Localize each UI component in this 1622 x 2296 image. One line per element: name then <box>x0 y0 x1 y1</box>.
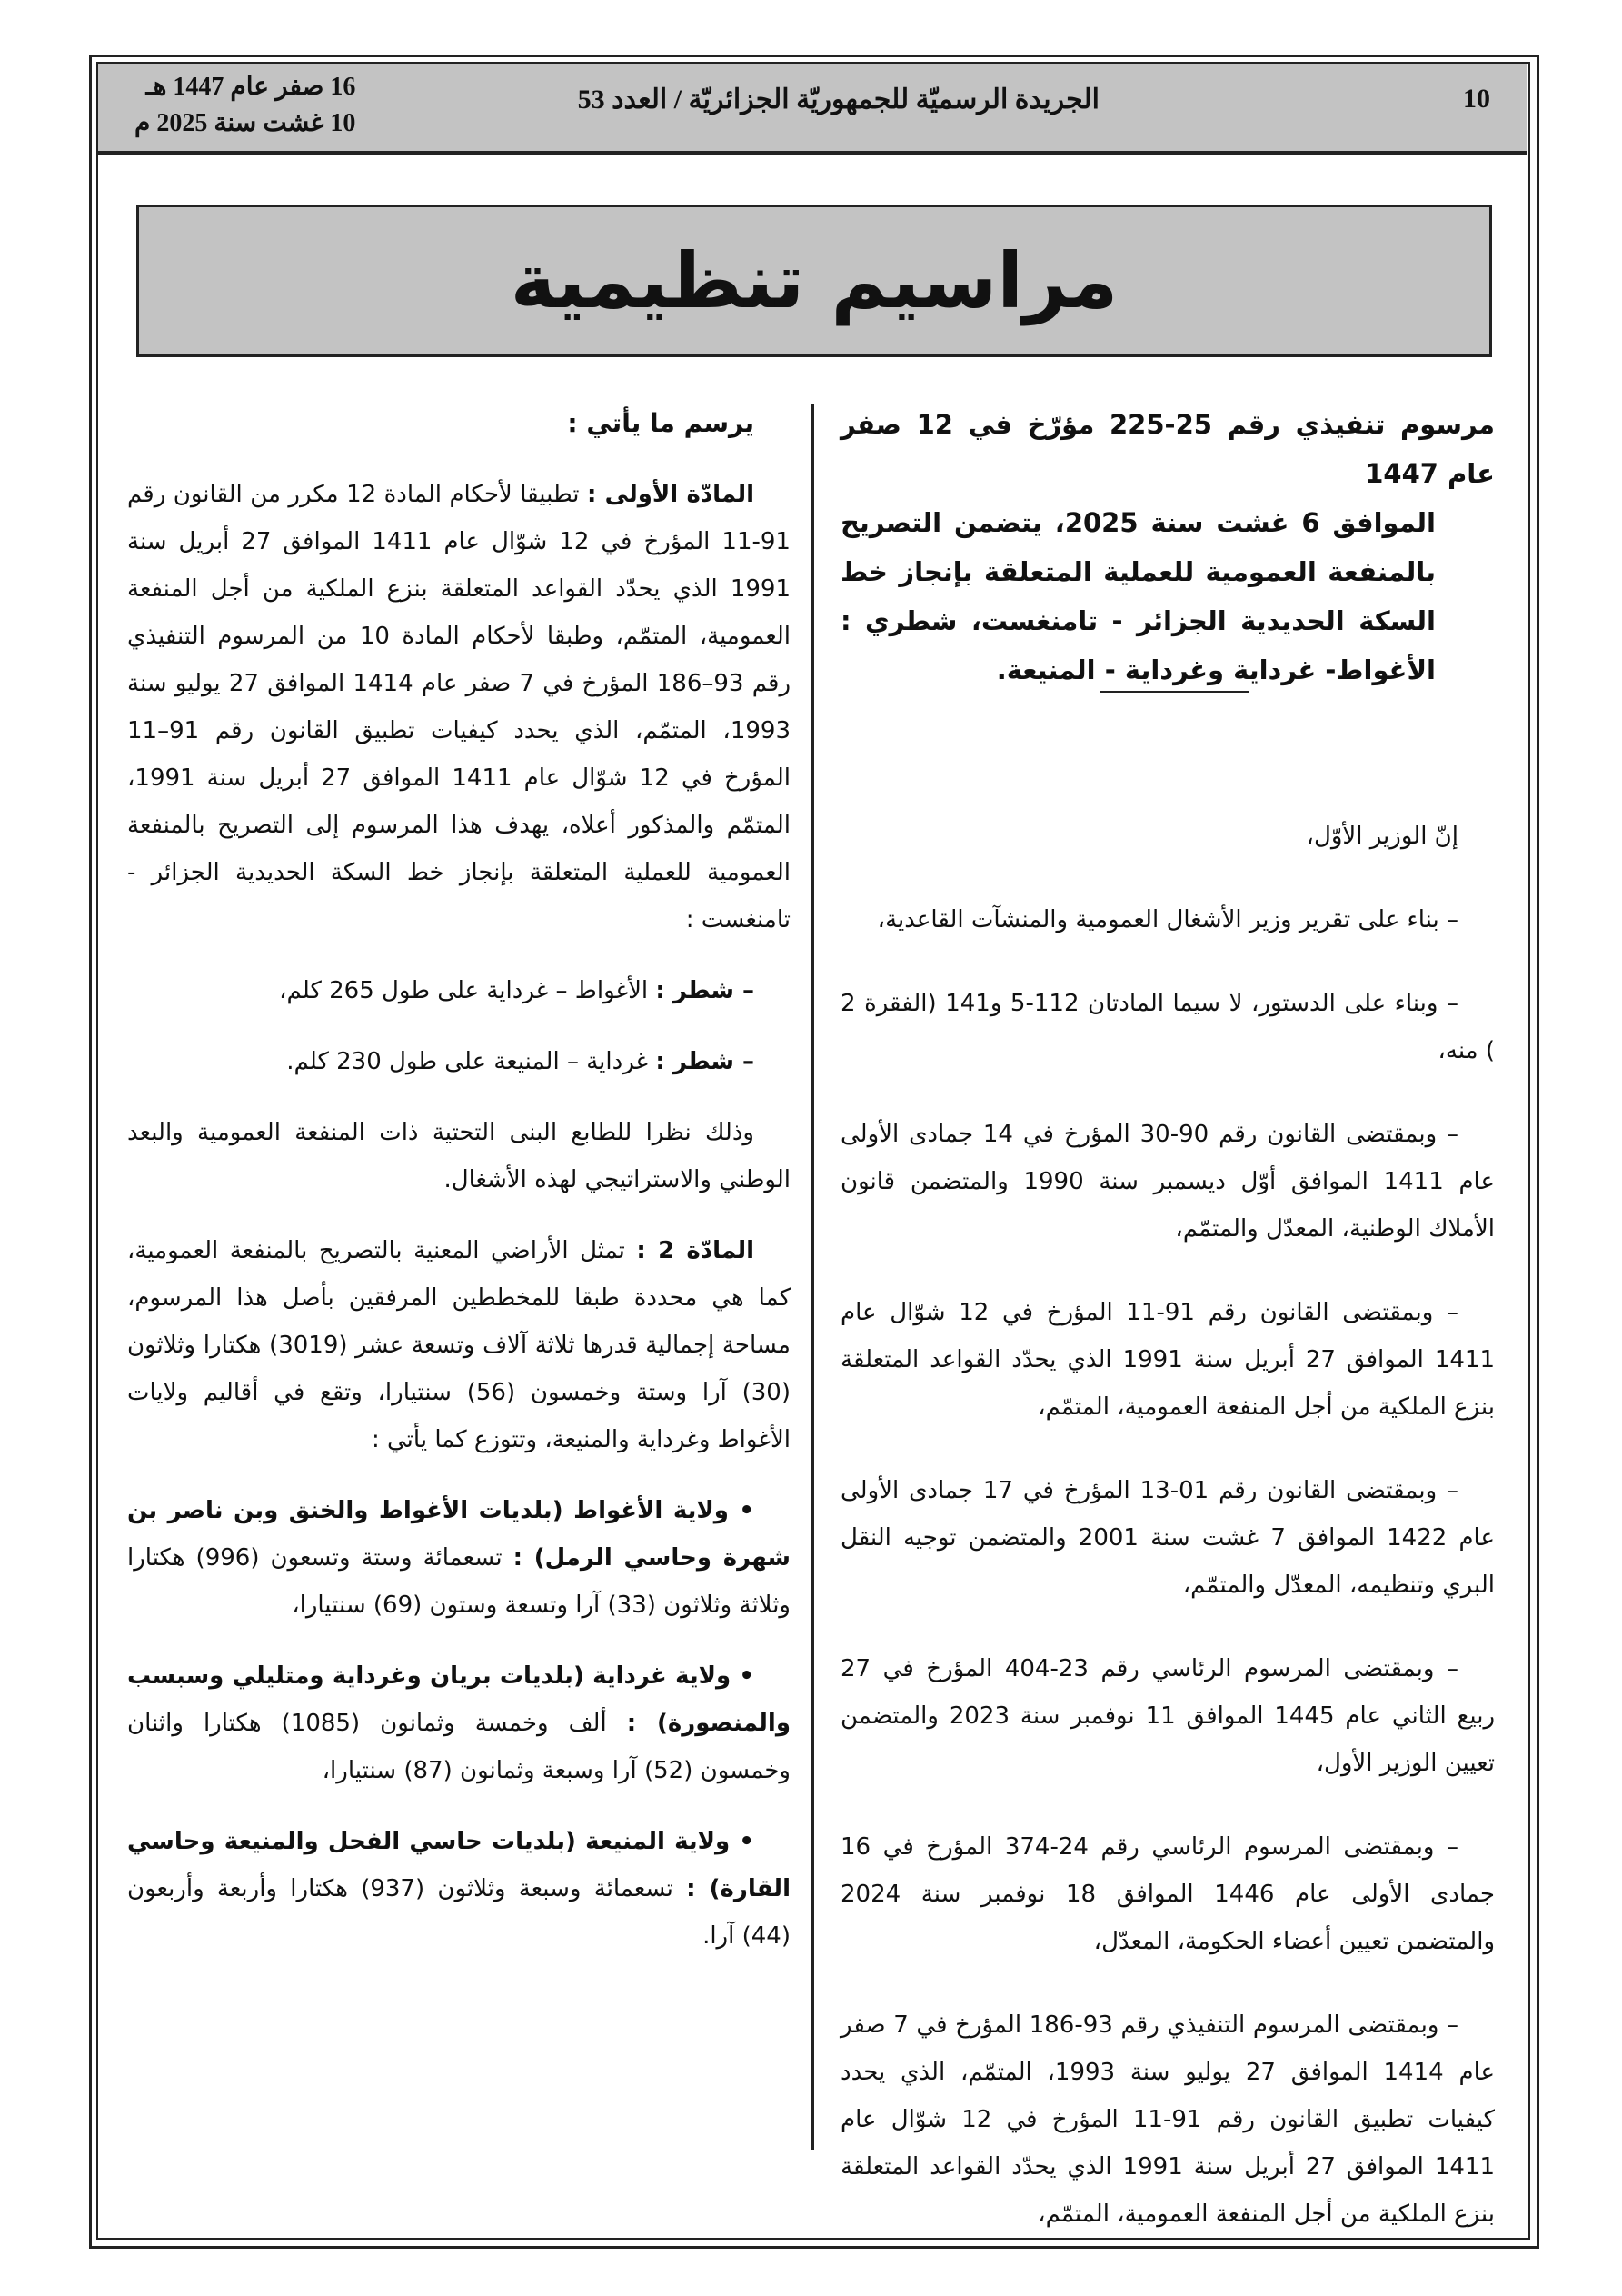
visa: – وبمقتضى القانون رقم 91-11 المؤرخ في 12 شوّال عام 1411 الموافق 27 أبريل سنة 1991 الذي يحدّد القواعد المتعلقة بنزع الملكية من أجل المنفعة العمومية، المتمّم، <box>841 1299 1495 1421</box>
wilaya-area: ألف وخمسة وثمانون (1085) هكتارا واثنان وخمسون (52) آرا وسبعة وثمانون (87) سنتيارا، <box>127 1710 791 1784</box>
wilaya-item <box>127 1487 791 1629</box>
rationale: وذلك نظرا للطابع البنى التحتية ذات المنفعة العمومية والبعد الوطني والاستراتيجي لهذه الأشغال. <box>127 1119 791 1193</box>
decree-title-rest: الموافق 6 غشت سنة 2025، يتضمن التصريح بالمنفعة العمومية للعملية المتعلقة بإنجاز خط السكة الحديدية الجزائر - تامنغست، شطري : الأغواط- غرداية وغرداية - المنيعة. <box>841 507 1436 685</box>
section-item <box>127 967 791 1014</box>
section-item <box>127 1038 791 1085</box>
page-header <box>98 64 1527 155</box>
section-label: – شطر : <box>655 977 754 1004</box>
article-text: تطبيقا لأحكام المادة 12 مكرر من القانون رقم 91-11 المؤرخ في 12 شوّال عام 1411 الموافق 27 أبريل سنة 1991 الذي يحدّد القواعد المتعلقة بنزع الملكية من أجل المنفعة العمومية، المتمّم، وطبقا لأحكام المادة 10 من المرسوم التنفيذي رقم 93–186 المؤرخ في 7 صفر عام 1414 الموافق 27 يوليو سنة 1993، المتمّم، الذي يحدد كيفيات تطبيق القانون رقم 91–11 المؤرخ في 12 شوّال عام 1411 الموافق 27 أبريل سنة 1991، المتمّم والمذكور أعلاه، يهدف هذا المرسوم إلى التصريح بالمنفعة العمومية للعملية المتعلقة بإنجاز خط السكة الحديدية الجزائر - تامنغست : <box>127 481 791 933</box>
issue-date <box>134 69 355 142</box>
decrees-heading: يرسم ما يأتي : <box>567 408 754 438</box>
section-text: الأغواط – غرداية على طول 265 كلم، <box>279 977 656 1004</box>
visa: – وبمقتضى المرسوم الرئاسي رقم 23-404 المؤرخ في 27 ربيع الثاني عام 1445 الموافق 11 نوفمبر سنة 2023 والمتضمن تعيين الوزير الأول، <box>841 1655 1496 1777</box>
wilaya-label: • ولاية غرداية (بلديات بريان وغرداية ومتليلي وسبسب والمنصورة) : <box>127 1662 791 1737</box>
article-2 <box>127 1227 791 1463</box>
section-title: مراسيم تنظيمية <box>510 236 1119 325</box>
article-label: المادّة 2 : <box>636 1237 754 1264</box>
visa: – وبمقتضى المرسوم التنفيذي رقم 93-186 المؤرخ في 7 صفر عام 1414 الموافق 27 يوليو سنة 1993، المتمّم، الذي يحدد كيفيات تطبيق القانون رقم 91-11 المؤرخ في 12 شوّال عام 1411 الموافق 27 أبريل سنة 1991 الذي يحدّد القواعد المتعلقة بنزع الملكية من أجل المنفعة العمومية، المتمّم، <box>841 2011 1496 2228</box>
visa: – وبناء على الدستور، لا سيما المادتان 112-5 و141 (الفقرة 2 ) منه، <box>841 990 1495 1064</box>
hijri-date: 16 صفر عام 1447 هـ <box>145 73 356 101</box>
wilaya-item <box>127 1652 791 1794</box>
decree-title-line1: مرسوم تنفيذي رقم 25-225 مؤرّخ في 12 صفر عام 1447 <box>841 409 1496 489</box>
left-column <box>127 400 791 1983</box>
section-text: غرداية – المنيعة على طول 230 كلم. <box>286 1048 656 1075</box>
page-number: 10 <box>1463 84 1490 114</box>
visa: – بناء على تقرير وزير الأشغال العمومية والمنشآت القاعدية، <box>877 906 1458 933</box>
article-label: المادّة الأولى : <box>587 481 755 508</box>
opening: إنّ الوزير الأوّل، <box>1306 823 1458 850</box>
visa: – وبمقتضى القانون رقم 90-30 المؤرخ في 14 جمادى الأولى عام 1411 الموافق أوّل ديسمبر سنة 1990 والمتضمن قانون الأملاك الوطنية، المعدّل والمتمّم، <box>841 1121 1495 1243</box>
visa: – وبمقتضى المرسوم الرئاسي رقم 24-374 المؤرخ في 16 جمادى الأولى عام 1446 الموافق 18 نوفمبر سنة 2024 والمتضمن تعيين أعضاء الحكومة، المعدّل، <box>841 1833 1495 1955</box>
column-divider <box>811 404 814 2150</box>
article-1 <box>127 471 791 943</box>
right-column <box>841 400 1495 2274</box>
wilaya-label: • ولاية المنيعة (بلديات حاسي الفحل والمنيعة وحاسي القارة) : <box>127 1828 791 1902</box>
wilaya-item <box>127 1818 791 1960</box>
publication-title: الجريدة الرسميّة للجمهوريّة الجزائريّة / العدد 53 <box>577 85 1100 115</box>
wilaya-area: تسعمائة وستة وتسعون (996) هكتارا وثلاثة وثلاثون (33) آرا وتسعة وستون (69) سنتيارا، <box>127 1544 791 1619</box>
decree-title <box>841 400 1495 694</box>
gregorian-date: 10 غشت سنة 2025 م <box>134 109 356 137</box>
article-text: تمثل الأراضي المعنية بالتصريح بالمنفعة العمومية، كما هي محددة طبقا للمخططين المرفقين بأصل هذا المرسوم، مساحة إجمالية قدرها ثلاثة آلاف وتسعة عشر (3019) هكتارا وثلاثون (30) آرا وستة وخمسون (56) سنتيارا، وتقع في أقاليم ولايات الأغواط وغرداية والمنيعة، وتتوزع كما يأتي : <box>127 1237 791 1453</box>
wilaya-area: تسعمائة وسبعة وثلاثون (937) هكتارا وأربعة وأربعون (44) آرا. <box>127 1875 791 1950</box>
visa: – وبمقتضى القانون رقم 01-13 المؤرخ في 17 جمادى الأولى عام 1422 الموافق 7 غشت سنة 2001 والمتضمن توجيه النقل البري وتنظيمه، المعدّل والمتمّم، <box>841 1477 1495 1599</box>
section-title-box <box>136 205 1492 357</box>
wilaya-label: • ولاية الأغواط (بلديات الأغواط والخنق وبن ناصر بن شهرة وحاسي الرمل) : <box>127 1497 791 1572</box>
section-label: – شطر : <box>655 1048 754 1075</box>
